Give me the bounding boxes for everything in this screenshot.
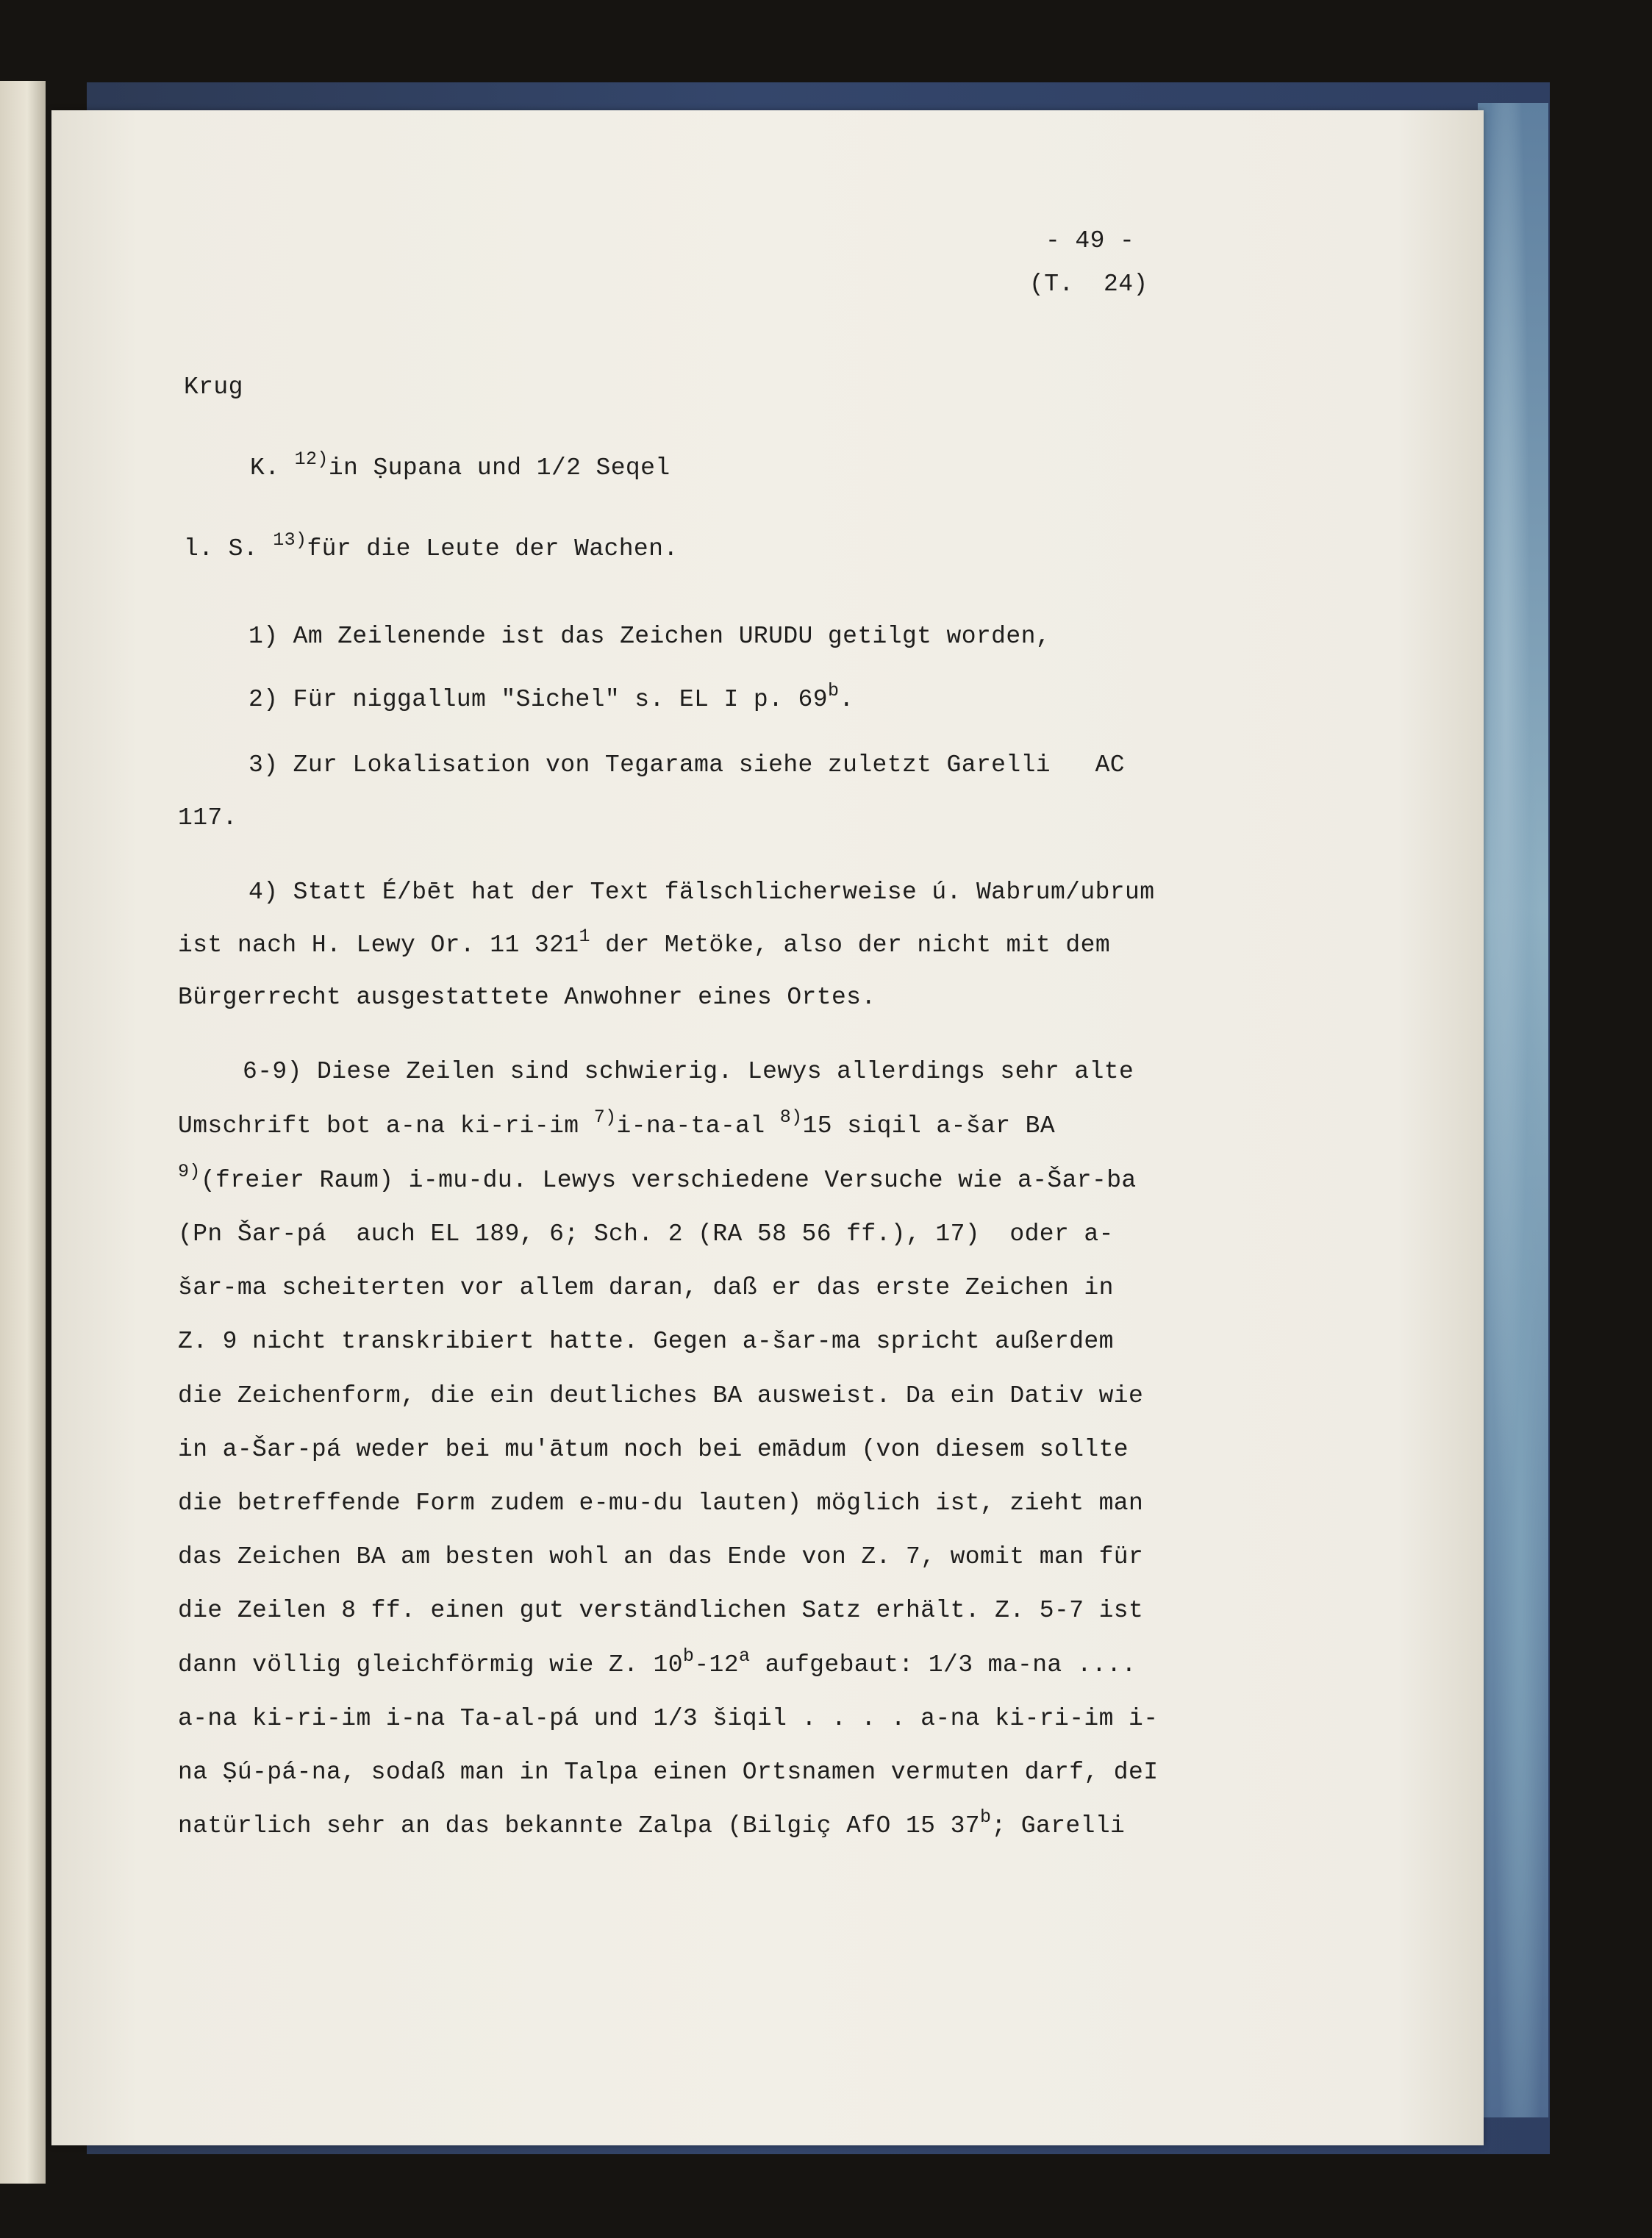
translation-line: K. $^{12)}$in Ṣupana und 1/2 Seqel bbox=[250, 448, 671, 482]
book-page bbox=[51, 110, 1484, 2145]
section-title: Krug bbox=[184, 373, 243, 401]
footnote-line: die Zeilen 8 ff. einen gut verständlichen Satz erhält. Z. 5-7 ist bbox=[178, 1597, 1144, 1624]
footnote-line: Umschrift bot a-na ki-ri-im $^{7)}$i-na-ta-al $^{8)}$15 siqil a-šar BA bbox=[178, 1107, 1056, 1140]
translation-line: l. S. $^{13)}$für die Leute der Wachen. bbox=[184, 529, 679, 562]
marbled-cover-edge bbox=[1478, 103, 1548, 2117]
left-page-edge bbox=[0, 81, 46, 2184]
footnote-line: natürlich sehr an das bekannte Zalpa (Bilgiç AfO 15 37$^b$; Garelli bbox=[178, 1806, 1126, 1840]
footnote-line: Bürgerrecht ausgestattete Anwohner eines Ortes. bbox=[178, 984, 876, 1011]
footnote-line: a-na ki-ri-im i-na Ta-al-pá und 1/3 šiqil . . . . a-na ki-ri-im i- bbox=[178, 1705, 1159, 1732]
footnote-line: Z. 9 nicht transkribiert hatte. Gegen a-šar-ma spricht außerdem bbox=[178, 1328, 1114, 1355]
footnote-line: dann völlig gleichförmig wie Z. 10$^b$-12$^a$ aufgebaut: 1/3 ma-na .... bbox=[178, 1645, 1137, 1678]
footnote-line: die Zeichenform, die ein deutliches BA ausweist. Da ein Dativ wie bbox=[178, 1382, 1144, 1409]
footnote-line: 1) Am Zeilenende ist das Zeichen URUDU getilgt worden, bbox=[248, 623, 1051, 650]
footnote-line: 117. bbox=[178, 804, 237, 832]
footnote-line: 6-9) Diese Zeilen sind schwierig. Lewys allerdings sehr alte bbox=[243, 1058, 1134, 1085]
footnote-line: na Ṣú-pá-na, sodaß man in Talpa einen Ortsnamen vermuten darf, deI bbox=[178, 1759, 1159, 1786]
footnote-line: 4) Statt É/bēt hat der Text fälschlicherweise ú. Wabrum/ubrum bbox=[248, 879, 1155, 906]
footnote-line: ist nach H. Lewy Or. 11 $321^1$ der Metöke, also der nicht mit dem bbox=[178, 926, 1111, 959]
footnote-line: die betreffende Form zudem e-mu-du lauten) möglich ist, zieht man bbox=[178, 1490, 1144, 1517]
footnote-line: $^{9)}$(freier Raum) i-mu-du. Lewys verschiedene Versuche wie a-Šar-ba bbox=[178, 1161, 1137, 1194]
footnote-line: 2) Für niggallum "Sichel" s. EL I p. 69$^b$. bbox=[248, 680, 854, 713]
footnote-line: (Pn Šar-pá auch EL 189, 6; Sch. 2 (RA 58 56 ff.), 17) oder a- bbox=[178, 1220, 1114, 1248]
tablet-reference: (T. 24) bbox=[1029, 271, 1148, 298]
footnote-line: in a-Šar-pá weder bei mu'ātum noch bei emādum (von diesem sollte bbox=[178, 1436, 1129, 1463]
footnote-line: šar-ma scheiterten vor allem daran, daß er das erste Zeichen in bbox=[178, 1274, 1114, 1301]
footnote-line: das Zeichen BA am besten wohl an das Ende von Z. 7, womit man für bbox=[178, 1543, 1144, 1570]
footnote-line: 3) Zur Lokalisation von Tegarama siehe zuletzt Garelli AC bbox=[248, 751, 1125, 779]
page-number: - 49 - bbox=[1045, 227, 1135, 254]
